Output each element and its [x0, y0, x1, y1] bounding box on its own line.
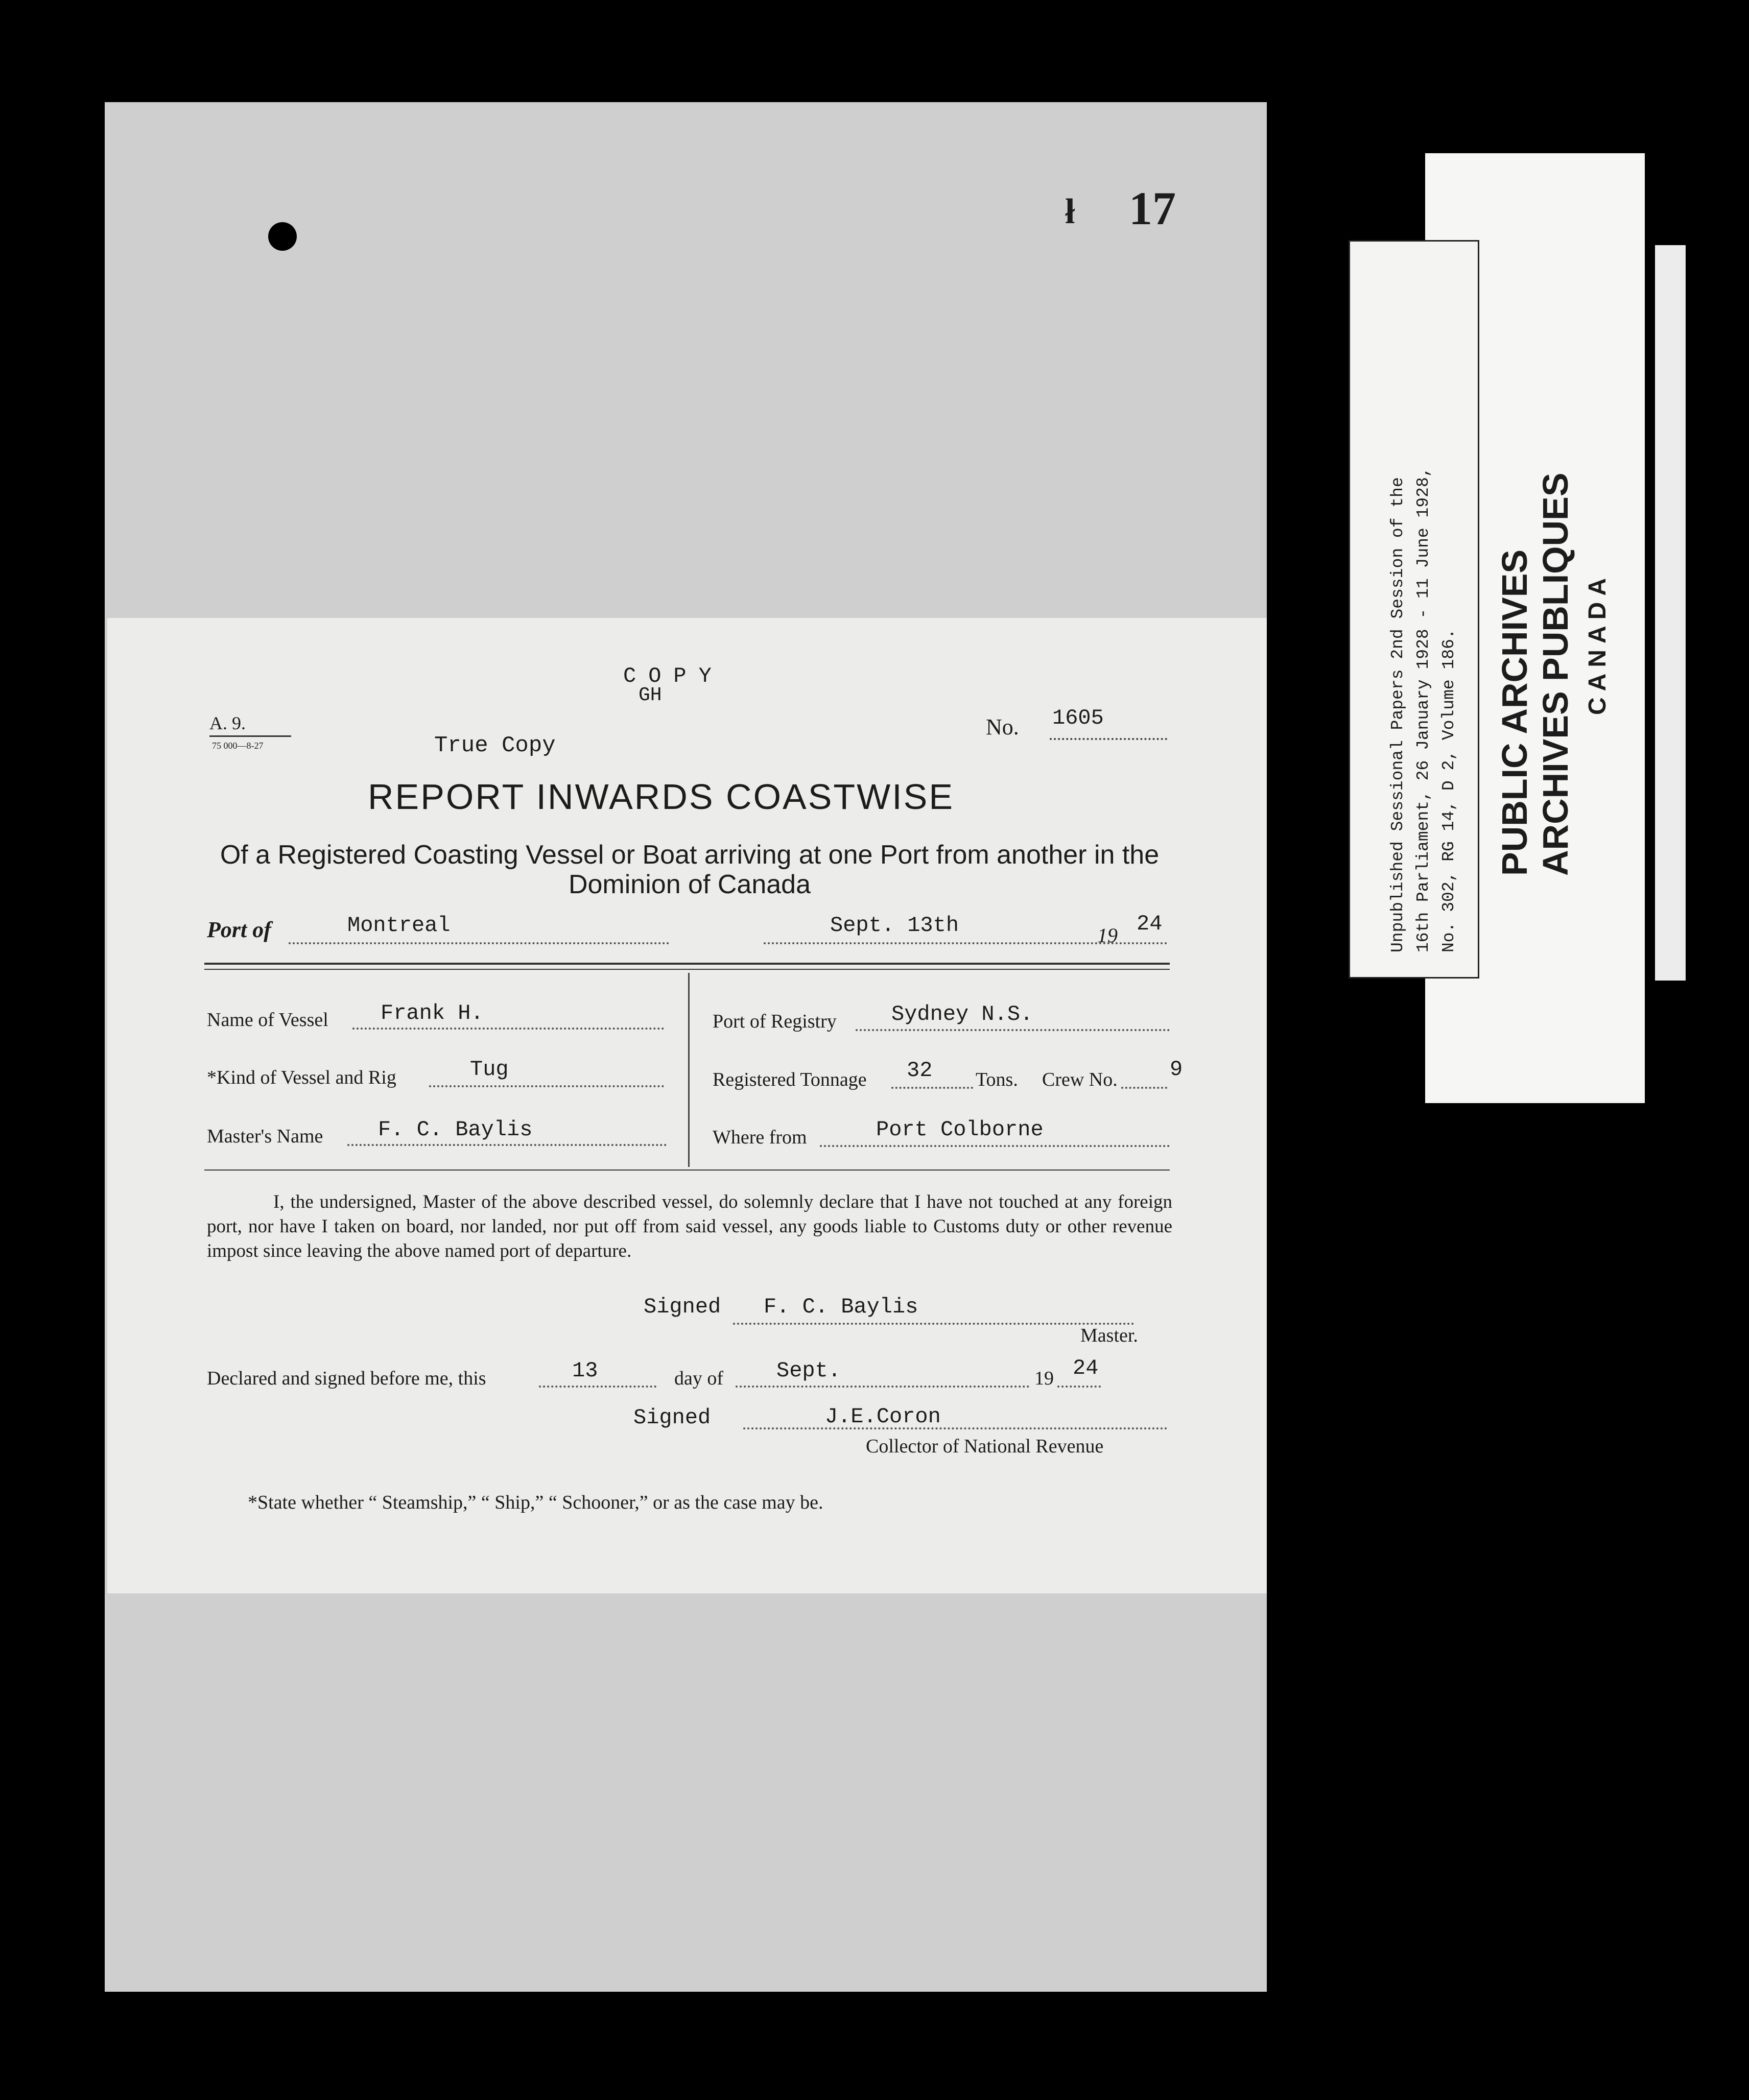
- archive-stamp-line-3: CANADA: [1584, 572, 1611, 715]
- declared-day: 13: [572, 1358, 598, 1383]
- port-label: Port of: [207, 917, 271, 942]
- declared-month: Sept.: [776, 1358, 841, 1383]
- crew-value: 9: [1170, 1057, 1183, 1082]
- vessel-name-value: Frank H.: [381, 1001, 484, 1025]
- declared-year: 24: [1073, 1356, 1099, 1380]
- tonnage-line: [891, 1087, 973, 1089]
- declaration-text: I, the undersigned, Master of the above described vessel, do solemnly declare that I have not touched at any foreign port, nor have I taken on board, nor landed, nor put off from said vessel, any goods liable to Customs duty or other revenue impost since leaving the above named port of departure.: [207, 1191, 1172, 1261]
- master-signed-label: Signed: [644, 1295, 721, 1319]
- master-name-value: F. C. Baylis: [378, 1117, 533, 1142]
- print-info: 75 000—8-27: [212, 741, 264, 751]
- master-signature: F. C. Baylis: [764, 1295, 918, 1319]
- where-from-line: [820, 1145, 1170, 1147]
- number-line: [1050, 738, 1167, 740]
- vessel-name-line: [352, 1028, 664, 1030]
- registry-label: Port of Registry: [713, 1011, 837, 1032]
- year-prefix: 19: [1097, 924, 1118, 947]
- number-label: No.: [986, 714, 1019, 739]
- master-caption: Master.: [1080, 1325, 1138, 1346]
- vessel-name-label: Name of Vessel: [207, 1009, 328, 1031]
- archive-ref-line-1: Unpublished Sessional Papers 2nd Session of the: [1388, 477, 1407, 952]
- punch-hole: [268, 222, 297, 251]
- archive-stamp-line-1: PUBLIC ARCHIVES: [1495, 549, 1534, 876]
- kind-label: *Kind of Vessel and Rig: [207, 1067, 396, 1088]
- master-signature-line: [733, 1323, 1134, 1325]
- page-number: 17: [1129, 182, 1176, 234]
- footnote: *State whether “ Steamship,” “ Ship,” “ Schooner,” or as the case may be.: [248, 1492, 823, 1513]
- collector-signed-label: Signed: [633, 1405, 711, 1430]
- page-mark: ł: [1065, 192, 1075, 231]
- declared-label: Declared and signed before me, this: [207, 1368, 486, 1389]
- archive-ref-line-3: No. 302, RG 14, D 2, Volume 186.: [1439, 629, 1458, 952]
- tonnage-value: 32: [907, 1058, 933, 1083]
- true-copy-label: True Copy: [434, 733, 556, 758]
- where-from-label: Where from: [713, 1127, 807, 1148]
- archive-stamp-line-2: ARCHIVES PUBLIQUES: [1535, 472, 1575, 876]
- registry-line: [856, 1029, 1170, 1031]
- declared-year-prefix: 19: [1034, 1368, 1054, 1389]
- registry-value: Sydney N.S.: [891, 1002, 1033, 1027]
- fields-bottom-rule: [204, 1170, 1170, 1171]
- crew-line: [1121, 1087, 1167, 1089]
- copy-stamp: COPY: [623, 664, 724, 688]
- declared-day-line: [539, 1386, 656, 1388]
- tons-label: Tons.: [976, 1069, 1018, 1090]
- kind-value: Tug: [470, 1057, 509, 1082]
- top-rule: [204, 963, 1170, 965]
- master-name-line: [347, 1144, 667, 1146]
- archive-card-edge: [1655, 245, 1686, 981]
- collector-signature-line: [743, 1427, 1167, 1429]
- master-name-label: Master's Name: [207, 1126, 323, 1147]
- date-value: Sept. 13th: [830, 913, 959, 938]
- top-rule-2: [204, 969, 1170, 970]
- port-line: [289, 942, 669, 944]
- number-value: 1605: [1052, 706, 1104, 730]
- declared-month-line: [736, 1386, 1029, 1388]
- form-title: REPORT INWARDS COASTWISE: [368, 777, 955, 817]
- crew-label: Crew No.: [1042, 1069, 1118, 1090]
- tonnage-label: Registered Tonnage: [713, 1069, 867, 1090]
- form-code: A. 9.: [209, 713, 246, 733]
- field-divider: [688, 973, 690, 1167]
- copy-initials: GH: [639, 684, 662, 706]
- year-value: 24: [1137, 912, 1163, 936]
- archive-ref-line-2: 16th Parliament, 26 January 1928 - 11 June 1928,: [1414, 467, 1433, 952]
- port-value: Montreal: [347, 913, 451, 938]
- form-code-underline: [209, 735, 291, 737]
- day-of-label: day of: [674, 1368, 724, 1389]
- where-from-value: Port Colborne: [876, 1117, 1044, 1142]
- collector-caption: Collector of National Revenue: [866, 1436, 1104, 1457]
- declared-year-line: [1057, 1386, 1101, 1388]
- kind-line: [429, 1085, 664, 1087]
- form-subtitle: Of a Registered Coasting Vessel or Boat arriving at one Port from another in the Dominion of Canada: [220, 840, 1160, 899]
- collector-signature: J.E.Coron: [825, 1404, 941, 1429]
